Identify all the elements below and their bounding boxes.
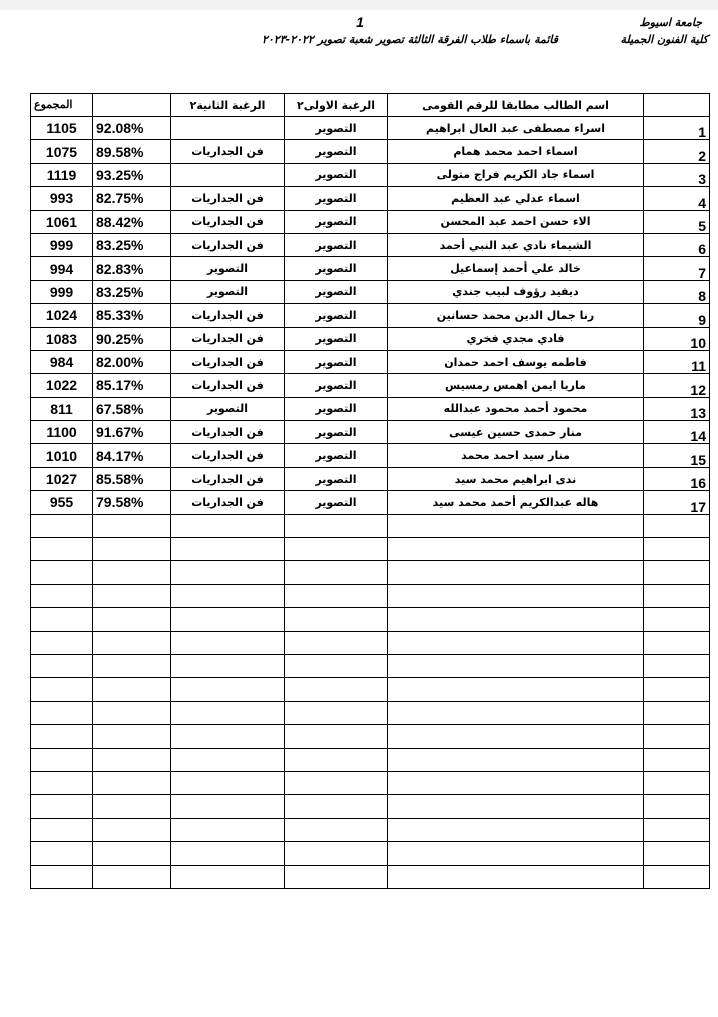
empty-table-row [31, 561, 710, 584]
cell-total: 1075 [31, 140, 93, 163]
cell-first-choice: التصوير [285, 304, 388, 327]
table-row [31, 187, 710, 210]
empty-table-row [31, 795, 710, 818]
empty-cell [644, 514, 710, 537]
empty-cell [171, 678, 285, 701]
table-row [31, 280, 710, 303]
cell-total: 1022 [31, 374, 93, 397]
empty-cell [171, 795, 285, 818]
empty-cell [285, 725, 388, 748]
cell-percent: 82.75% [93, 187, 171, 210]
cell-second-choice: فن الجداريات [171, 421, 285, 444]
empty-cell [171, 865, 285, 888]
empty-cell [93, 538, 171, 561]
cell-student-name: خالد علي أحمد إسماعيل [388, 257, 644, 280]
table-row [31, 233, 710, 256]
table-row [31, 304, 710, 327]
empty-cell [388, 631, 644, 654]
cell-percent: 89.58% [93, 140, 171, 163]
cell-number: 8 [644, 280, 710, 303]
empty-table-row [31, 654, 710, 677]
empty-cell [285, 795, 388, 818]
empty-cell [388, 678, 644, 701]
cell-total: 1027 [31, 467, 93, 490]
empty-cell [644, 865, 710, 888]
table-header-row [31, 94, 710, 117]
cell-student-name: ندى ابراهيم محمد سيد [388, 467, 644, 490]
empty-cell [388, 514, 644, 537]
cell-first-choice: التصوير [285, 187, 388, 210]
empty-cell [31, 608, 93, 631]
empty-table-row [31, 608, 710, 631]
empty-cell [388, 561, 644, 584]
cell-first-choice: التصوير [285, 117, 388, 140]
cell-percent: 90.25% [93, 327, 171, 350]
cell-number: 5 [644, 210, 710, 233]
empty-table-row [31, 842, 710, 865]
empty-cell [93, 678, 171, 701]
empty-cell [31, 795, 93, 818]
empty-cell [285, 748, 388, 771]
cell-total: 999 [31, 280, 93, 303]
top-strip [0, 0, 718, 10]
cell-second-choice [171, 117, 285, 140]
cell-number: 7 [644, 257, 710, 280]
table-body [31, 94, 710, 889]
cell-number: 2 [644, 140, 710, 163]
empty-cell [171, 584, 285, 607]
cell-second-choice: فن الجداريات [171, 467, 285, 490]
empty-cell [171, 701, 285, 724]
cell-number: 16 [644, 467, 710, 490]
empty-cell [31, 725, 93, 748]
cell-second-choice: فن الجداريات [171, 374, 285, 397]
empty-table-row [31, 748, 710, 771]
cell-second-choice: فن الجداريات [171, 233, 285, 256]
empty-cell [388, 771, 644, 794]
empty-table-row [31, 538, 710, 561]
empty-cell [93, 865, 171, 888]
empty-cell [31, 748, 93, 771]
cell-number: 3 [644, 163, 710, 186]
empty-cell [93, 584, 171, 607]
cell-student-name: ديفيد رؤوف لبيب جندي [388, 280, 644, 303]
cell-number: 1 [644, 117, 710, 140]
empty-cell [644, 701, 710, 724]
cell-percent: 85.33% [93, 304, 171, 327]
table-row [31, 444, 710, 467]
cell-percent: 67.58% [93, 397, 171, 420]
empty-cell [171, 538, 285, 561]
empty-cell [93, 795, 171, 818]
table-row [31, 397, 710, 420]
cell-student-name: ماريا ايمن اهمس رمسيس [388, 374, 644, 397]
student-list-table [30, 93, 710, 889]
cell-percent: 84.17% [93, 444, 171, 467]
empty-cell [31, 842, 93, 865]
empty-cell [31, 654, 93, 677]
empty-cell [171, 748, 285, 771]
header-total: المجموع [31, 94, 93, 117]
cell-second-choice: التصوير [171, 397, 285, 420]
header-first-choice: الرغبة الاولى٢ [285, 94, 388, 117]
empty-cell [93, 771, 171, 794]
empty-cell [171, 654, 285, 677]
cell-number: 14 [644, 421, 710, 444]
cell-second-choice: فن الجداريات [171, 350, 285, 373]
empty-cell [644, 538, 710, 561]
empty-cell [388, 795, 644, 818]
cell-number: 11 [644, 350, 710, 373]
table-row [31, 374, 710, 397]
cell-percent: 85.58% [93, 467, 171, 490]
empty-cell [31, 678, 93, 701]
table-row [31, 350, 710, 373]
empty-cell [93, 842, 171, 865]
cell-first-choice: التصوير [285, 421, 388, 444]
cell-total: 811 [31, 397, 93, 420]
cell-second-choice: فن الجداريات [171, 491, 285, 514]
cell-total: 999 [31, 233, 93, 256]
cell-first-choice: التصوير [285, 444, 388, 467]
cell-total: 1010 [31, 444, 93, 467]
cell-first-choice: التصوير [285, 163, 388, 186]
empty-table-row [31, 865, 710, 888]
cell-first-choice: التصوير [285, 257, 388, 280]
empty-cell [93, 514, 171, 537]
empty-cell [171, 842, 285, 865]
empty-table-row [31, 514, 710, 537]
cell-percent: 83.25% [93, 233, 171, 256]
header-number [644, 94, 710, 117]
cell-percent: 91.67% [93, 421, 171, 444]
empty-table-row [31, 818, 710, 841]
cell-first-choice: التصوير [285, 233, 388, 256]
empty-cell [93, 701, 171, 724]
empty-cell [644, 771, 710, 794]
empty-cell [31, 818, 93, 841]
empty-cell [388, 608, 644, 631]
cell-total: 955 [31, 491, 93, 514]
empty-cell [285, 771, 388, 794]
empty-cell [644, 748, 710, 771]
cell-student-name: رنا جمال الدين محمد حسانين [388, 304, 644, 327]
empty-cell [285, 561, 388, 584]
cell-second-choice: فن الجداريات [171, 210, 285, 233]
cell-total: 1024 [31, 304, 93, 327]
cell-student-name: هاله عبدالكريم أحمد محمد سيد [388, 491, 644, 514]
empty-cell [285, 608, 388, 631]
header-percent [93, 94, 171, 117]
cell-student-name: منار سيد احمد محمد [388, 444, 644, 467]
cell-total: 1100 [31, 421, 93, 444]
table-row [31, 163, 710, 186]
table-row [31, 467, 710, 490]
empty-cell [93, 748, 171, 771]
cell-total: 984 [31, 350, 93, 373]
cell-student-name: محمود أحمد محمود عبدالله [388, 397, 644, 420]
empty-cell [93, 631, 171, 654]
table-row [31, 421, 710, 444]
empty-cell [388, 584, 644, 607]
faculty-name: كلية الفنون الجميلة [620, 33, 708, 46]
empty-cell [171, 514, 285, 537]
empty-cell [285, 654, 388, 677]
cell-student-name: اسماء احمد محمد همام [388, 140, 644, 163]
empty-cell [644, 842, 710, 865]
empty-cell [93, 725, 171, 748]
empty-cell [31, 561, 93, 584]
cell-first-choice: التصوير [285, 467, 388, 490]
empty-cell [388, 818, 644, 841]
empty-cell [171, 725, 285, 748]
empty-cell [31, 701, 93, 724]
empty-cell [644, 678, 710, 701]
cell-first-choice: التصوير [285, 280, 388, 303]
cell-total: 1061 [31, 210, 93, 233]
document-title: قائمة باسماء طلاب الفرقة الثالثة تصوير شعبة تصوير ٢٠٢٢-٢٠٢٣ [261, 33, 558, 46]
cell-number: 17 [644, 491, 710, 514]
cell-first-choice: التصوير [285, 397, 388, 420]
cell-first-choice: التصوير [285, 491, 388, 514]
cell-first-choice: التصوير [285, 210, 388, 233]
empty-cell [388, 842, 644, 865]
table-row [31, 210, 710, 233]
empty-cell [285, 584, 388, 607]
empty-cell [388, 654, 644, 677]
table-row [31, 257, 710, 280]
cell-number: 15 [644, 444, 710, 467]
cell-total: 1105 [31, 117, 93, 140]
cell-number: 9 [644, 304, 710, 327]
empty-cell [171, 818, 285, 841]
empty-cell [285, 538, 388, 561]
empty-cell [388, 701, 644, 724]
cell-student-name: اسراء مصطفى عبد العال ابراهيم [388, 117, 644, 140]
cell-number: 10 [644, 327, 710, 350]
empty-cell [93, 608, 171, 631]
empty-cell [644, 561, 710, 584]
cell-second-choice: فن الجداريات [171, 140, 285, 163]
empty-cell [285, 514, 388, 537]
empty-table-row [31, 584, 710, 607]
table-row [31, 327, 710, 350]
empty-cell [93, 561, 171, 584]
empty-cell [644, 818, 710, 841]
cell-number: 12 [644, 374, 710, 397]
empty-cell [644, 584, 710, 607]
empty-cell [285, 842, 388, 865]
empty-cell [285, 678, 388, 701]
header-student-name: اسم الطالب مطابقا للرقم القومى [388, 94, 644, 117]
university-name: جامعة اسيوط [639, 16, 702, 29]
empty-cell [644, 654, 710, 677]
cell-first-choice: التصوير [285, 140, 388, 163]
empty-cell [644, 795, 710, 818]
cell-percent: 92.08% [93, 117, 171, 140]
cell-percent: 79.58% [93, 491, 171, 514]
cell-second-choice: التصوير [171, 280, 285, 303]
cell-percent: 93.25% [93, 163, 171, 186]
empty-cell [31, 514, 93, 537]
empty-cell [93, 818, 171, 841]
empty-cell [171, 608, 285, 631]
empty-cell [644, 631, 710, 654]
cell-second-choice: فن الجداريات [171, 444, 285, 467]
cell-second-choice [171, 163, 285, 186]
cell-student-name: اسماء جاد الكريم فراج متولى [388, 163, 644, 186]
cell-total: 1119 [31, 163, 93, 186]
table-row [31, 140, 710, 163]
cell-second-choice: التصوير [171, 257, 285, 280]
empty-cell [285, 701, 388, 724]
cell-student-name: منار حمدى حسين عيسى [388, 421, 644, 444]
cell-percent: 82.83% [93, 257, 171, 280]
cell-total: 1083 [31, 327, 93, 350]
empty-cell [388, 538, 644, 561]
empty-table-row [31, 701, 710, 724]
empty-table-row [31, 631, 710, 654]
cell-percent: 85.17% [93, 374, 171, 397]
cell-student-name: الشيماء نادي عبد النبي أحمد [388, 233, 644, 256]
cell-percent: 83.25% [93, 280, 171, 303]
cell-total: 993 [31, 187, 93, 210]
table-row [31, 491, 710, 514]
cell-student-name: اسماء عدلي عبد العظيم [388, 187, 644, 210]
page-number: 1 [356, 14, 364, 30]
cell-first-choice: التصوير [285, 374, 388, 397]
cell-number: 4 [644, 187, 710, 210]
empty-cell [171, 561, 285, 584]
cell-percent: 88.42% [93, 210, 171, 233]
empty-cell [93, 654, 171, 677]
empty-cell [31, 538, 93, 561]
cell-second-choice: فن الجداريات [171, 304, 285, 327]
cell-student-name: فادي مجدي فخري [388, 327, 644, 350]
cell-number: 6 [644, 233, 710, 256]
empty-cell [285, 865, 388, 888]
header-second-choice: الرغبة الثانية٢ [171, 94, 285, 117]
empty-cell [31, 771, 93, 794]
empty-cell [644, 725, 710, 748]
cell-first-choice: التصوير [285, 350, 388, 373]
cell-total: 994 [31, 257, 93, 280]
cell-first-choice: التصوير [285, 327, 388, 350]
cell-number: 13 [644, 397, 710, 420]
empty-cell [388, 725, 644, 748]
empty-cell [31, 865, 93, 888]
cell-student-name: الاء حسن احمد عبد المحسن [388, 210, 644, 233]
cell-percent: 82.00% [93, 350, 171, 373]
empty-cell [31, 631, 93, 654]
empty-cell [388, 865, 644, 888]
cell-second-choice: فن الجداريات [171, 327, 285, 350]
empty-table-row [31, 725, 710, 748]
empty-cell [644, 608, 710, 631]
empty-table-row [31, 678, 710, 701]
table-row [31, 117, 710, 140]
empty-cell [285, 631, 388, 654]
empty-cell [285, 818, 388, 841]
empty-cell [31, 584, 93, 607]
empty-cell [171, 771, 285, 794]
cell-second-choice: فن الجداريات [171, 187, 285, 210]
cell-student-name: فاطمه يوسف احمد حمدان [388, 350, 644, 373]
empty-table-row [31, 771, 710, 794]
empty-cell [388, 748, 644, 771]
empty-cell [171, 631, 285, 654]
